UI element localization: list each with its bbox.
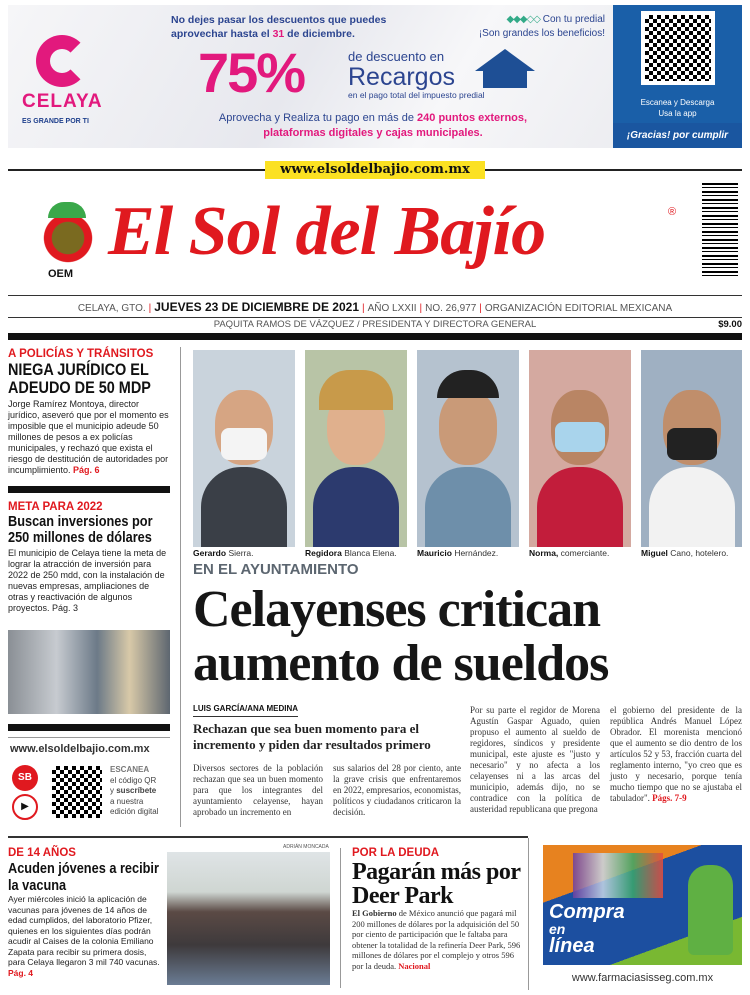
factory-photo	[8, 630, 170, 714]
story-body	[8, 548, 170, 614]
dateline-number: NO. 26,977	[425, 303, 477, 314]
ad-cta-line2: plataformas digitales y cajas municipales.	[263, 127, 483, 139]
ad-slogan-3: línea	[549, 935, 595, 957]
dateline-city: CELAYA, GTO.	[77, 303, 146, 314]
barcode-icon	[702, 183, 738, 278]
caption-bold: Mauricio	[417, 548, 452, 558]
sb-badge-icon: SB	[12, 765, 38, 791]
caption	[641, 548, 728, 559]
subhead: Rechazan que sea buen momento para el incremento y piden dar resultados primero	[193, 721, 431, 752]
bottom-rule	[8, 836, 528, 838]
ad-discount-label: de descuento en	[348, 49, 445, 64]
photo-gerardo	[193, 350, 295, 547]
dateline-date: JUEVES 23 DE DICIEMBRE DE 2021	[154, 300, 359, 314]
story-lead: El Gobierno	[352, 908, 397, 918]
page-ref[interactable]: Pág. 6	[73, 465, 100, 475]
caption	[305, 548, 397, 559]
photo-credit: ADRIÁN MONCADA	[283, 844, 329, 850]
caption-bold: Miguel	[641, 548, 668, 558]
story-kicker: META PARA 2022	[8, 501, 103, 513]
masthead-url[interactable]: www.elsoldelbajio.com.mx	[265, 161, 485, 179]
photo-norma	[529, 350, 631, 547]
diamond-icons: ◆◆◆◇◇	[506, 14, 540, 25]
body-column-text: el gobierno del presidente de la república Andrés Manuel López Obrador. El morenista mencionó que el aumento se dio dentro de los artículos 52 y 53, fracción cuarta del reglamento interno, "yo creo que es justo y necesario, porque tenía mucho tiempo que no se ajustaba el tabulador".	[610, 705, 742, 803]
ad-line2-day: 31	[272, 28, 285, 40]
story-policias[interactable]	[8, 347, 170, 476]
story-body	[352, 908, 522, 971]
header-black-bar	[8, 333, 742, 340]
christmas-hat-icon	[48, 202, 86, 218]
play-icon[interactable]: ▶	[12, 794, 38, 820]
page-ref[interactable]: Págs. 7-9	[652, 793, 687, 803]
dateline: CELAYA, GTO. | JUEVES 23 DE DICIEMBRE DE 2021 | AÑO LXXII | NO. 26,977 | ORGANIZACIÓN EDITORIAL MEXICANA	[77, 300, 673, 314]
promo-line2-pre: y	[110, 786, 117, 795]
story-body-text: Jorge Ramírez Montoya, director jurídico, aseveró que por el momento es imposible que el municipio adeude 50 millones de pesos a ex policías municipales, y rechazó que exista el riesgo de destitución de autoridades por incumplimiento.	[8, 399, 169, 475]
photo-miguel	[641, 350, 742, 547]
story-body-text: El municipio de Celaya tiene la meta de lograr la atracción de inversión para 2022 de 250 mdd, con la instalación de nuevas empresas, ampliaciones de otras y reactivación de algunos proyectos.	[8, 548, 167, 613]
divider	[8, 737, 170, 738]
story-headline[interactable]: Buscan inversiones por 250 millones de dólares	[8, 513, 153, 546]
photo-mauricio	[417, 350, 519, 547]
ad-slogan-1: Compra	[549, 901, 625, 923]
products-image	[573, 853, 663, 898]
caption-bold: Regidora	[305, 548, 342, 558]
qr-text2: Usa la app	[658, 109, 697, 118]
price: $9.00	[718, 319, 742, 330]
body-column: sus salarios del 28 por ciento, ante la grave crisis que enfrentaremos en 2022, empresarios, economistas, políticos y ciudadanos criticaron la decisión.	[333, 763, 461, 817]
ad-brand: CELAYA	[22, 91, 103, 112]
page-ref[interactable]: Pág. 4	[8, 967, 34, 978]
caption-bold: Norma,	[529, 548, 559, 558]
oem-label: OEM	[48, 268, 74, 280]
pharmacy-advertisement[interactable]	[543, 845, 742, 990]
ad-cta	[148, 111, 598, 141]
dateline-rule-mid	[8, 317, 742, 318]
story-body	[8, 399, 170, 476]
caption-rest: Blanca Elena.	[341, 548, 397, 558]
photo-blanca-elena	[305, 350, 407, 547]
qr-text1: Escanea y Descarga	[640, 98, 715, 107]
ad-brand-tagline: ES GRANDE POR TI	[22, 118, 89, 125]
story-body-text: de México anunció que pagará mil 200 millones de dólares por la adquisición del 50 por ciento de participación que le faltaba para obtener la totalidad de la refinería Deer Park, 596 millones de dólares por el complejo y otros 596 por la deuda.	[352, 908, 521, 971]
ad-discount	[348, 49, 485, 101]
story-headline[interactable]: NIEGA JURÍDICO EL ADEUDO DE 50 MDP	[8, 360, 151, 397]
page-ref[interactable]: Pág. 3	[52, 603, 79, 613]
story-vacuna[interactable]	[8, 846, 164, 978]
ad-cta-pre: Aprovecha y Realiza tu pago en más de	[218, 112, 418, 124]
vaccine-photo	[167, 852, 330, 985]
registered-mark: ®	[668, 206, 677, 218]
promo-subscribe: suscríbete	[116, 786, 157, 795]
caption-bold: Gerardo	[193, 548, 227, 558]
caption-rest: comerciante.	[558, 548, 610, 558]
ad-line2-pre: aprovechar hasta el	[171, 28, 273, 40]
section-ref[interactable]: Nacional	[398, 960, 431, 971]
column-divider	[340, 848, 341, 988]
story-headline[interactable]: Pagarán más por Deer Park	[352, 859, 521, 909]
qr-text	[613, 97, 742, 119]
body-column: Por su parte el regidor de Morena Agustín Gaspar Aguado, quien propuso el aumento al sueldo de regidores, síndicos y presidente municipal, este ajuste es "justo y necesario" y no afecta a los celayenses ni a las arcas del municipio, además dijo, no se contradice con la política de austeridad republicana que pregona	[470, 705, 600, 814]
body-column: Diversos sectores de la población rechazan que sea un buen momento para que los integrantes del ayuntamiento celayense, hayan aprobado un incremento en	[193, 763, 323, 817]
promo-url[interactable]	[10, 742, 150, 756]
newspaper-title: El Sol del Bajío	[108, 193, 546, 270]
oem-sun-logo-icon	[40, 210, 96, 266]
ad-qr-panel[interactable]	[613, 5, 742, 148]
top-advertisement[interactable]	[8, 5, 742, 148]
ad-percent: 75%	[198, 41, 305, 104]
column-divider	[180, 347, 181, 827]
byline: LUIS GARCÍA/ANA MEDINA	[193, 704, 298, 717]
section-bar	[8, 724, 170, 731]
section-bar	[8, 486, 170, 493]
story-body-text: Ayer miércoles inició la aplicación de vacunas para jóvenes de 14 años de edad cumplidos, del laboratorio Pfizer, quienes en los siguientes días podrán acudir al Caises de la colonia Emiliano Zapata para recibir su primera dosis, para Celaya llegaron 3 mil 740 vacunas.	[8, 894, 160, 967]
ad-slogan	[549, 903, 625, 956]
story-kicker: POR LA DEUDA	[352, 847, 440, 859]
story-headline[interactable]: Acuden jóvenes a recibir la vacuna	[8, 860, 159, 894]
promo-line3: a nuestra	[110, 796, 144, 806]
caption	[193, 548, 253, 559]
caption-rest: Sierra.	[226, 548, 254, 558]
mascot-icon	[688, 865, 733, 955]
ad-intro	[171, 13, 386, 41]
ad-url[interactable]: www.farmaciasisseg.com.mx	[571, 972, 714, 984]
promo-url-text: www.elsoldelbajio.com.mx	[10, 743, 150, 755]
house-icon	[475, 49, 535, 71]
house-body	[483, 70, 527, 88]
main-headline[interactable]: Celayenses critican aumento de sueldos	[193, 581, 609, 692]
promo-line4: edición digital	[110, 807, 159, 816]
promo-line1: el código QR	[110, 775, 157, 785]
ad-line2	[171, 27, 386, 41]
ad-discount-detail: en el pago total del impuesto predial	[348, 90, 485, 100]
story-deer-park[interactable]	[352, 846, 522, 971]
story-body	[8, 894, 164, 978]
body-column	[610, 705, 742, 804]
ad-benefit1: Con tu predial	[542, 14, 605, 25]
story-inversiones[interactable]	[8, 500, 170, 614]
subscribe-qr-code-icon[interactable]	[50, 764, 104, 820]
ad-discount-item: Recargos	[348, 63, 455, 91]
caption-rest: Hernández.	[451, 548, 499, 558]
story-kicker: A POLICÍAS Y TRÁNSITOS	[8, 348, 154, 360]
ad-slogan-2: en	[549, 921, 566, 937]
ad-line2-post: de diciembre.	[284, 28, 355, 40]
ad-cta-highlight: 240 puntos externos,	[417, 112, 528, 124]
ad-line1: No dejes pasar los descuentos que puedes	[171, 14, 387, 26]
story-kicker: DE 14 AÑOS	[8, 847, 76, 859]
promo-text	[110, 765, 158, 818]
caption	[529, 548, 609, 559]
ad-thanks: ¡Gracias! por cumplir	[613, 123, 742, 148]
dateline-year: AÑO LXXII	[367, 303, 417, 314]
ad-benefits	[463, 13, 605, 41]
main-kicker: EN EL AYUNTAMIENTO	[193, 561, 359, 578]
column-divider	[528, 838, 529, 990]
promo-scan: ESCANEA	[110, 765, 150, 774]
qr-code-icon[interactable]	[641, 11, 715, 85]
ad-benefit2: ¡Son grandes los beneficios!	[478, 28, 605, 39]
caption-rest: Cano, hotelero.	[667, 548, 729, 558]
caption	[417, 548, 498, 559]
dateline-org: ORGANIZACIÓN EDITORIAL MEXICANA	[484, 303, 673, 314]
celaya-logo-icon	[36, 35, 88, 87]
director-line: PAQUITA RAMOS DE VÁZQUEZ / PRESIDENTA Y DIRECTORA GENERAL	[213, 319, 537, 330]
dateline-rule-top	[8, 295, 742, 296]
